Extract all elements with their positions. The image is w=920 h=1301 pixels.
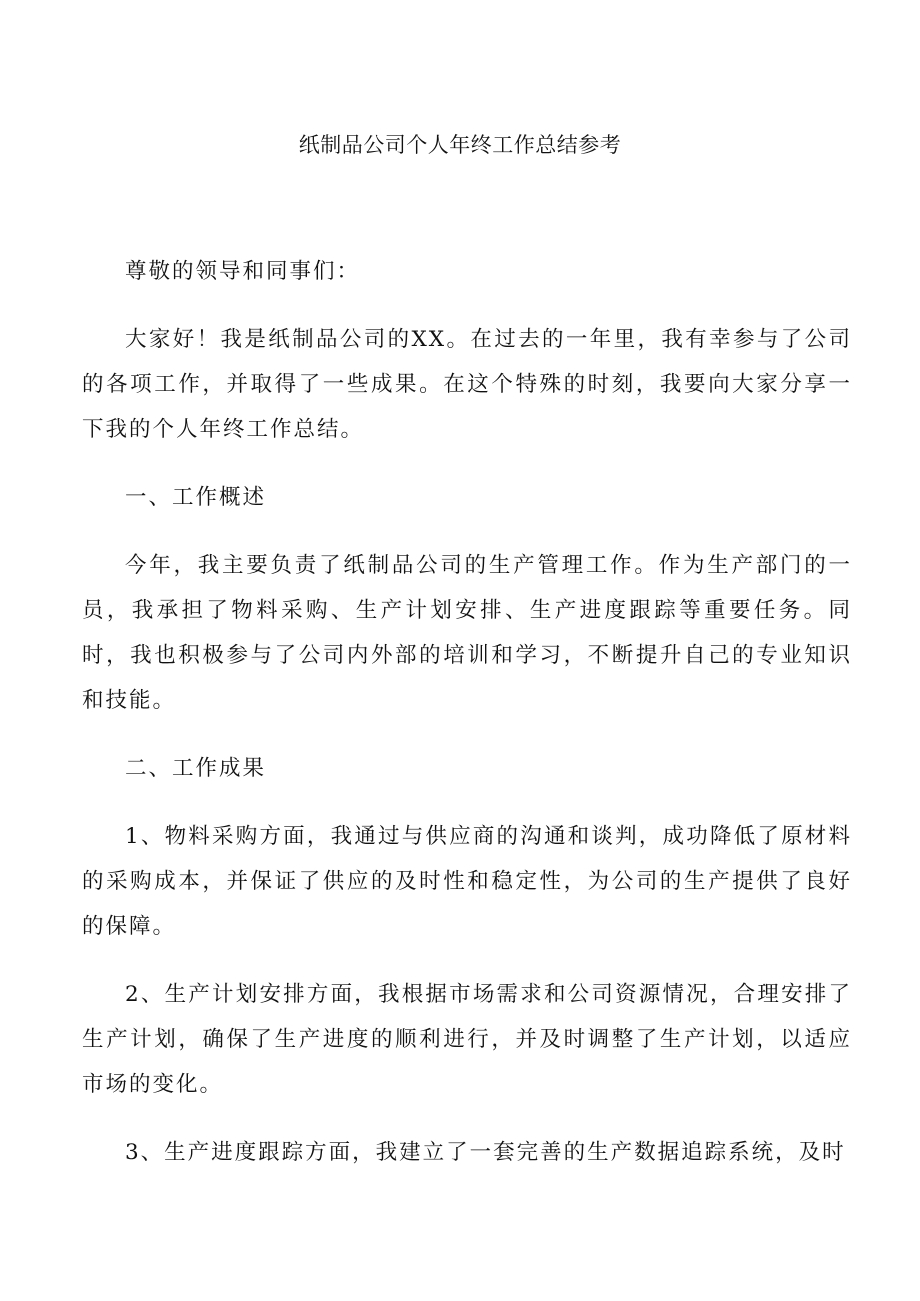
salutation-paragraph: 尊敬的领导和同事们：: [125, 259, 361, 284]
section-heading-overview: 一、工作概述: [125, 485, 267, 510]
document-title: 纸制品公司个人年终工作总结参考: [298, 133, 622, 157]
result-paragraph-procurement: 1、物料采购方面，我通过与供应商的沟通和谈判，成功降低了原材料的采购成本，并保证了供应的及时性和稳定性，为公司的生产提供了良好的保障。: [82, 824, 852, 939]
result-paragraph-planning: 2、生产计划安排方面，我根据市场需求和公司资源情况，合理安排了生产计划，确保了生产进度的顺利进行，并及时调整了生产计划，以适应市场的变化。: [82, 982, 852, 1097]
document-body: [82, 249, 852, 1198]
section-heading-results: 二、工作成果: [125, 756, 267, 781]
overview-paragraph: 今年，我主要负责了纸制品公司的生产管理工作。作为生产部门的一员，我承担了物料采购、生产计划安排、生产进度跟踪等重要任务。同时，我也积极参与了公司内外部的培训和学习，不断提升自己的专业知识和技能。: [82, 553, 852, 713]
result-paragraph-tracking: 3、生产进度跟踪方面，我建立了一套完善的生产数据追踪系统，及时: [125, 1140, 846, 1165]
intro-paragraph: 大家好！我是纸制品公司的XX。在过去的一年里，我有幸参与了公司的各项工作，并取得了一些成果。在这个特殊的时刻，我要向大家分享一下我的个人年终工作总结。: [82, 327, 852, 442]
